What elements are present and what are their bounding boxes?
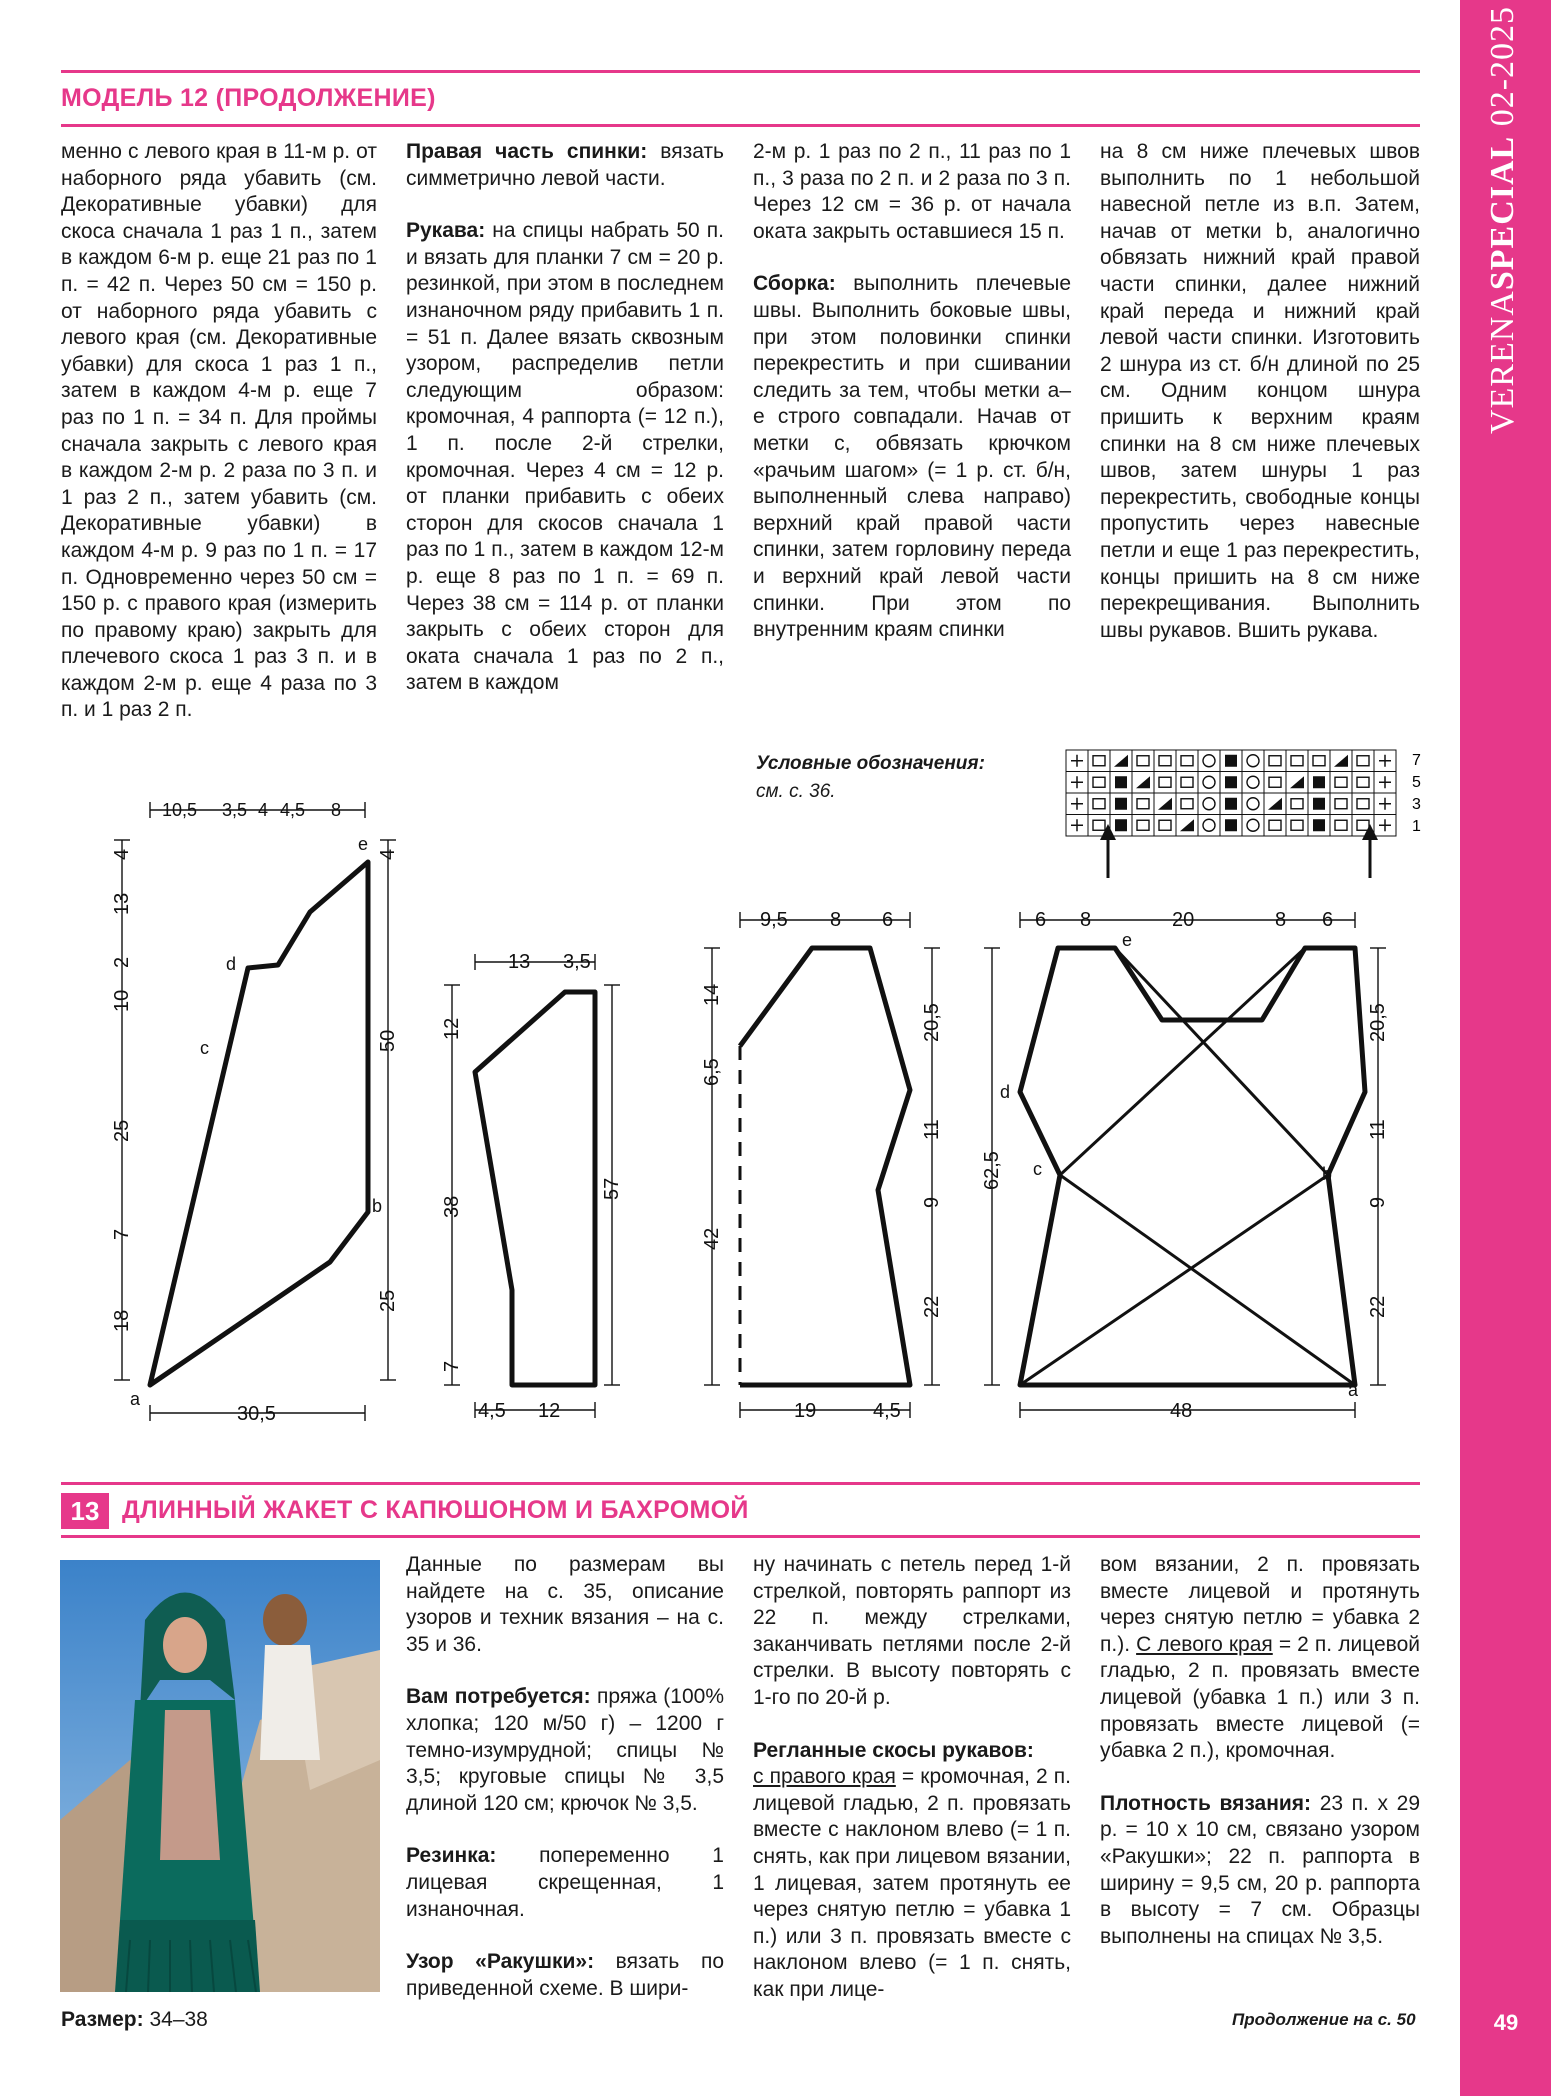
back-half-right-dim-1: 20,5: [921, 1003, 943, 1042]
front-top-dims: [114, 802, 396, 1421]
sleeve-dim-bottom2: 12: [538, 1400, 561, 1422]
chart-symbol: [1225, 776, 1237, 788]
chart-cell: [1198, 793, 1220, 815]
chart-cell: [1132, 815, 1154, 837]
back-cross-lines: [1020, 948, 1355, 1385]
front-left-dim-6: 7: [111, 1228, 133, 1240]
materials-heading: Вам потребуется:: [406, 1685, 591, 1709]
chart-cell: [1198, 772, 1220, 794]
brand-special: SPECIAL: [1484, 135, 1521, 291]
model12-title: МОДЕЛЬ 12 (ПРОДОЛЖЕНИЕ): [61, 84, 436, 112]
model13-col4-text-b: = 2 п. лицевой гладью, 2 п. провязать вместе лицевой (убавка 1 п.) или 3 п. провязать вместе лицевой (= убавка 2 п.), кромочная.: [1100, 1632, 1420, 1763]
back-half-dim-bottom1: 19: [794, 1400, 817, 1422]
chart-cell: [1176, 772, 1198, 794]
chart-row-1: 1: [1412, 818, 1421, 835]
size-label: Размер:: [61, 2008, 144, 2031]
back-half-right-dim-2: 11: [921, 1119, 943, 1140]
back-dim-top1: 6: [1035, 909, 1047, 931]
chart-cell: [1198, 815, 1220, 837]
front-right-dim-3: 25: [377, 1289, 399, 1312]
chart-cell: [1198, 750, 1220, 772]
front-left-dim-2: 13: [111, 892, 133, 915]
front-right-dim-1: 4: [377, 848, 399, 860]
chart-cell: [1352, 750, 1374, 772]
chart-cell: [1352, 772, 1374, 794]
chart-row-3: 3: [1412, 796, 1421, 813]
assembly-heading: Сборка:: [753, 272, 836, 296]
back-dim-top2: 8: [1080, 909, 1092, 931]
back-half-dim-bottom2: 4,5: [873, 1400, 901, 1422]
model13-column-4: [1100, 1552, 1420, 1976]
chart-symbol: [1225, 798, 1237, 810]
front-dim-top3: 4: [258, 800, 269, 820]
page-number: 49: [1493, 2010, 1519, 2035]
chart-symbol: [1313, 776, 1325, 788]
continued-note: Продолжение на с. 50: [1232, 2010, 1416, 2029]
chart-cell: [1308, 750, 1330, 772]
chart-cell: [1286, 815, 1308, 837]
back-right-text: вязать симметрично левой части.: [406, 140, 724, 190]
chart-cell: [1088, 793, 1110, 815]
gauge-text: 23 п. х 29 р. = 10 х 10 см, связано узором «Ракушки»; 22 п. раппорта в ширину = 9,5 см, 20 р. раппорта в высоту = 7 см. Образцы выполнены на спицах № 3,5.: [1100, 1791, 1420, 1948]
back-half-dim-top2: 8: [830, 909, 842, 931]
back-right-heading: Правая часть спинки:: [406, 140, 648, 163]
chart-symbol: [1115, 776, 1127, 788]
front-left-dim-5: 25: [111, 1119, 133, 1142]
back-right-dim-4: 22: [1367, 1295, 1389, 1318]
back-outline: [1020, 948, 1365, 1385]
model12-col3-text: 2-м р. 1 раз по 2 п., 11 раз по 1 п., 3 раза по 2 п. и 2 раза по 3 п. Через 12 см = 36 р. от начала оката закрыть оставшиеся 15 п.: [753, 140, 1071, 243]
model13-col4-text-a: вом вязании, 2 п. провязать вместе лицевой и протянуть через снятую петлю = убавка 2 п.).: [1100, 1553, 1420, 1656]
magazine-masthead: [1478, 5, 1528, 435]
chart-cell: [1132, 793, 1154, 815]
model13-sizes-text: Данные по размерам вы найдете на с. 35, описание узоров и техник вязания – на с. 35 и 36.: [406, 1553, 724, 1656]
front-mark-a: a: [130, 1389, 141, 1409]
size-value: 34–38: [143, 2008, 208, 2031]
chart-cell: [1176, 750, 1198, 772]
front-dim-top2: 3,5: [222, 800, 248, 820]
front-outline: [150, 862, 368, 1385]
back-half-outline: [740, 948, 910, 1385]
chart-cell: [1176, 793, 1198, 815]
chart-symbol: [1115, 819, 1127, 831]
back-half-dim-top3: 6: [882, 909, 894, 931]
back-mark-e: e: [1122, 930, 1133, 950]
front-dim-top5: 8: [331, 800, 342, 820]
back-mark-b: b: [1322, 1164, 1333, 1184]
back-mark-d: d: [1000, 1082, 1011, 1102]
chart-symbol: [1225, 819, 1237, 831]
back-half-left-dim-1: 14: [701, 983, 723, 1006]
front-left-dim-3: 2: [111, 956, 133, 968]
model12-col1-text: менно с левого края в 11-м р. от наборного ряда убавить (см. Декоративные убавки) для скоса сначала 1 раз 1 п., затем в каждом 6-м р. еще 21 раз по 1 п. = 42 п. Через 50 см = 150 р. от наборного ряда убавить с левого края (см. Декоративные убавки) для скоса 1 раз 1 п., затем в каждом 4-м р. еще 7 раз по 1 п. = 34 п. Для проймы сначала закрыть с левого края в каждом 2-м р. 2 раза по 3 п. и 1 раз 2 п., затем убавить (см. Декоративные убавки) в каждом 4-м р. 9 раз по 1 п. = 17 п. Одновременно через 50 см = 150 р. с правого края (измерить по правому краю) закрыть для плечевого скоса 1 раз 3 п. и в каждом 2-м р. еще 4 раза по 3 п. и 1 раз 2 п.: [61, 140, 377, 722]
back-half-right-dim-4: 22: [921, 1295, 943, 1318]
chart-cell: [1088, 750, 1110, 772]
model13-rule-bottom: [61, 1535, 1420, 1538]
chart-symbol: [1115, 798, 1127, 810]
back-mark-c: c: [1033, 1159, 1042, 1179]
chart-symbol: [1313, 798, 1325, 810]
sleeves-text: на спицы набрать 50 п. и вязать для планки 7 см = 20 р. резинкой, при этом в последнем изнаночном ряду прибавить 1 п. = 51 п. Далее вязать сквозным узором, распределив петли следующим образом: кромочная, 4 раппорта (= 12 п.), 1 п. после 2-й стрелки, кромочная. Через 4 см = 12 р. от планки прибавить с обеих сторон для скосов сначала 1 раз по 1 п., затем в каждом 12-м р. еще 8 раз по 1 п. = 69 п. Через 38 см = 114 р. от планки закрыть с обеих сторон для оката сначала 1 раз по 2 п., затем в каждом: [406, 219, 724, 695]
raglan-left-edge: С левого края: [1136, 1632, 1273, 1656]
chart-cell: [1286, 793, 1308, 815]
sleeve-left-dim-3: 7: [441, 1360, 463, 1372]
front-mark-d: d: [226, 954, 237, 974]
knitting-chart: [1066, 750, 1421, 878]
chart-cell: [1286, 750, 1308, 772]
sleeve-right-dim: 57: [601, 1177, 623, 1200]
chart-cell: [1242, 750, 1264, 772]
chart-cell: [1264, 750, 1286, 772]
chart-cell: [1330, 772, 1352, 794]
shell-pattern-heading: Узор «Ракушки»:: [406, 1950, 595, 1974]
front-dim-top: 10,5: [162, 800, 198, 820]
chart-symbol: [1225, 755, 1237, 767]
model-photo: [60, 1560, 380, 1992]
back-dim-bottom: 48: [1170, 1400, 1193, 1422]
chart-cell: [1242, 815, 1264, 837]
chart-cell: [1352, 793, 1374, 815]
back-dim-top3: 20: [1172, 909, 1195, 931]
front-mark-e: e: [358, 834, 369, 854]
front-left-dim-7: 18: [111, 1309, 133, 1332]
sleeve-dim-top2: 3,5: [563, 951, 591, 973]
back-half-dim-top1: 9,5: [760, 909, 788, 931]
chart-cell: [1264, 772, 1286, 794]
raglan-heading: Регланные скосы рукавов:: [753, 1738, 1034, 1762]
chart-cell: [1264, 815, 1286, 837]
chart-cell: [1132, 750, 1154, 772]
front-left-dim-1: 4: [111, 848, 133, 860]
legend-reference: см. с. 36.: [756, 781, 836, 802]
sleeve-dim-top: 13: [508, 951, 531, 973]
raglan-right-edge: с правого края: [753, 1765, 896, 1789]
materials-text: пряжа (100% хлопка; 120 м/50 г) – 1200 г темно-изумрудной; спицы № 3,5; круговые спицы № 3,5 длиной 120 см; крючок № 3,5.: [406, 1685, 724, 1815]
issue-number: 02-2025: [1484, 5, 1521, 127]
back-mark-a: a: [1348, 1380, 1359, 1400]
chart-cell: [1330, 793, 1352, 815]
rib-text: попеременно 1 лицевая скрещенная, 1 изнаночная.: [406, 1844, 724, 1921]
gauge-heading: Плотность вязания:: [1100, 1791, 1312, 1815]
size-line: [61, 2008, 208, 2032]
model13-rule-top: [61, 1482, 1420, 1485]
legend-title: Условные обозначения:: [756, 753, 985, 774]
back-half-left-dim-3: 42: [701, 1227, 723, 1250]
back-left-dim: 62,5: [981, 1151, 1003, 1190]
front-dim-bottom: 30,5: [237, 1403, 276, 1425]
front-dim-top4: 4,5: [280, 800, 306, 820]
back-right-dim-2: 11: [1367, 1119, 1389, 1140]
back-half-left-dim-2: 6,5: [701, 1058, 723, 1086]
sleeve-dim-bottom1: 4,5: [478, 1400, 506, 1422]
model13-col3-text: ну начинать с петель перед 1-й стрелкой, повторять раппорт из 22 п. между стрелками, заканчивать петлями после 2-й стрелки. В высоту повторять с 1-го по 20-й р.: [753, 1553, 1071, 1709]
front-mark-b: b: [372, 1196, 383, 1216]
model13-column-3: [753, 1552, 1071, 2030]
sleeve-left-dim-2: 38: [441, 1195, 463, 1218]
model13-column-2: [406, 1552, 724, 2028]
back-right-dim-1: 20,5: [1367, 1003, 1389, 1042]
model13-number: 13: [61, 1493, 109, 1529]
chart-cell: [1242, 793, 1264, 815]
raglan-text: = кромочная, 2 п. лицевой гладью, 2 п. провязать вместе с наклоном влево (= 1 п. снять, как при лицевом вязании, 1 лицевая, затем протянуть ее через снятую петлю = убавка 1 п.) или 3 п. провязать вместе с наклоном влево (= 1 п. снять, как при лице-: [753, 1765, 1071, 2001]
chart-cell: [1088, 772, 1110, 794]
front-mark-c: c: [200, 1038, 209, 1058]
chart-cell: [1154, 815, 1176, 837]
back-dim-top4: 8: [1275, 909, 1287, 931]
front-left-dim-4: 10: [111, 989, 133, 1012]
model13-title: ДЛИННЫЙ ЖАКЕТ С КАПЮШОНОМ И БАХРОМОЙ: [122, 1496, 749, 1524]
back-right-dim-3: 9: [1367, 1196, 1389, 1208]
chart-cell: [1154, 772, 1176, 794]
shell-pattern-text: вязать по приведенной схеме. В шири-: [406, 1950, 725, 2000]
chart-symbol: [1313, 819, 1325, 831]
chart-cell: [1330, 815, 1352, 837]
chart-row-5: 5: [1412, 774, 1421, 791]
chart-cell: [1242, 772, 1264, 794]
sleeve-left-dim-1: 12: [441, 1017, 463, 1040]
model12-col4-text: на 8 см ниже плечевых швов выполнить по 1 небольшой навесной петле из в.п. Затем, начав от метки b, аналогично обвязать нижний край правой части спинки, далее нижний край переда и нижний край левой части спинки. Изготовить 2 шнура из ст. б/н длиной по 25 см. Одним концом шнура пришить к верхним краям спинки на 8 см ниже плечевых швов, затем шнуры 1 раз перекрестить, свободные концы пропустить через навесные петли и еще 1 раз перекрестить, концы пришить на 8 см ниже перекрещивания. Выполнить швы рукавов. Вшить рукава.: [1100, 140, 1420, 642]
rib-heading: Резинка:: [406, 1844, 497, 1868]
assembly-text: выполнить плечевые швы. Выполнить боковые швы, при этом половинки спинки перекрестить и при сшивании следить за тем, чтобы метки a–e строго совпадали. Начав от метки c, обвязать крючком «рачьим шагом» (= 1 р. ст. б/н, выполненный слева направо) верхний край правой части спинки, затем горловину переда и верхний край левой части спинки. При этом по внутренним краям спинки: [753, 272, 1071, 642]
sleeve-outline: [475, 992, 595, 1385]
sleeves-heading: Рукава:: [406, 219, 486, 243]
chart-row-7: 7: [1412, 752, 1421, 769]
chart-cell: [1154, 750, 1176, 772]
front-right-dim-2: 50: [377, 1029, 399, 1052]
back-dim-top5: 6: [1322, 909, 1334, 931]
back-half-right-dim-3: 9: [921, 1196, 943, 1208]
brand-name: VERENA: [1484, 290, 1521, 435]
